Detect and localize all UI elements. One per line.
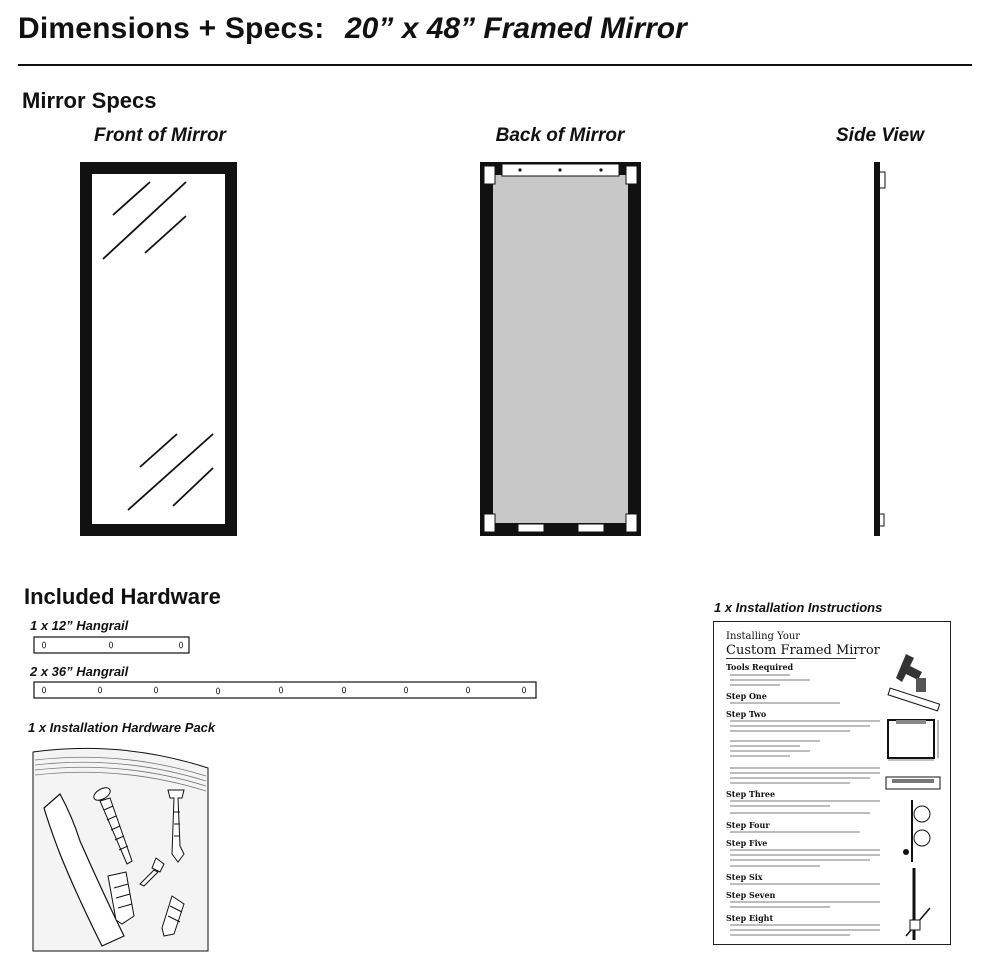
doc-bracket-diagram (900, 868, 940, 940)
hardware-pack-label: 1 x Installation Hardware Pack (28, 720, 216, 735)
doc-text-line (730, 812, 870, 814)
front-mirror-drawing (80, 162, 237, 536)
product-name: 20” x 48” Framed Mirror (345, 12, 687, 45)
side-bracket-profile (880, 514, 884, 526)
doc-text-line (730, 730, 850, 732)
doc-text-line (730, 901, 880, 903)
doc-mounting-diagram (900, 800, 940, 862)
hangrail-36-label: 2 x 36” Hangrail (30, 664, 129, 679)
doc-text-line (730, 674, 790, 676)
doc-text-line (730, 929, 880, 931)
doc-text-line (730, 720, 880, 722)
doc-text-line (730, 767, 880, 769)
included-hardware-heading: Included Hardware (24, 584, 221, 609)
doc-text-line (730, 750, 810, 752)
mirror-specs-heading: Mirror Specs (22, 88, 157, 113)
doc-text-line (730, 777, 870, 779)
doc-step-8: Step Eight (726, 913, 774, 923)
hangrail-12-drawing (33, 635, 191, 655)
doc-text-line (730, 679, 810, 681)
side-view-label: Side View (836, 125, 924, 146)
doc-tools-illustration (886, 652, 942, 714)
doc-text-line (730, 805, 830, 807)
doc-step-2: Step Two (726, 709, 767, 719)
doc-step-6: Step Six (726, 872, 763, 882)
doc-text-line (730, 859, 870, 861)
doc-step-3: Step Three (726, 789, 776, 799)
doc-text-line (730, 831, 860, 833)
hangrail-12-label: 1 x 12” Hangrail (30, 618, 129, 633)
doc-title-line1: Installing Your (726, 631, 801, 642)
instructions-label: 1 x Installation Instructions (714, 600, 883, 615)
doc-hangrail-diagram (884, 775, 944, 793)
doc-text-line (730, 740, 820, 742)
doc-text-line (730, 755, 790, 757)
doc-frame-diagram (884, 718, 944, 762)
back-view-label: Back of Mirror (495, 125, 625, 146)
doc-text-line (730, 702, 840, 704)
doc-step-7: Step Seven (726, 890, 776, 900)
doc-text-line (730, 906, 830, 908)
doc-text-line (730, 865, 820, 867)
doc-text-line (730, 772, 880, 774)
doc-text-line (730, 849, 880, 851)
doc-step-5: Step Five (726, 838, 768, 848)
doc-text-line (730, 883, 880, 885)
hardware-pack-drawing (32, 746, 210, 952)
doc-text-line (730, 854, 880, 856)
doc-text-line (730, 924, 880, 926)
doc-text-line (730, 934, 850, 936)
front-mirror-glass (92, 174, 225, 524)
back-mirror-backing (493, 175, 628, 523)
doc-text-line (730, 800, 880, 802)
doc-text-line (730, 725, 870, 727)
header-divider (18, 64, 972, 66)
doc-text-line (730, 684, 780, 686)
page-title: Dimensions + Specs: (18, 12, 325, 45)
side-view-drawing (872, 162, 892, 536)
side-frame-profile (874, 162, 880, 536)
instructions-document-thumbnail (713, 621, 951, 945)
doc-text-line (730, 782, 850, 784)
hangrail-36-drawing (33, 680, 538, 700)
doc-title-line2: Custom Framed Mirror (726, 643, 880, 658)
front-view-label: Front of Mirror (94, 125, 226, 146)
doc-text-line (730, 745, 800, 747)
doc-step-tools: Tools Required (726, 662, 794, 672)
side-hangrail-profile (880, 172, 885, 188)
doc-title-rule (726, 658, 856, 659)
doc-step-1: Step One (726, 691, 767, 701)
back-mirror-drawing (480, 162, 641, 536)
doc-step-4: Step Four (726, 820, 770, 830)
